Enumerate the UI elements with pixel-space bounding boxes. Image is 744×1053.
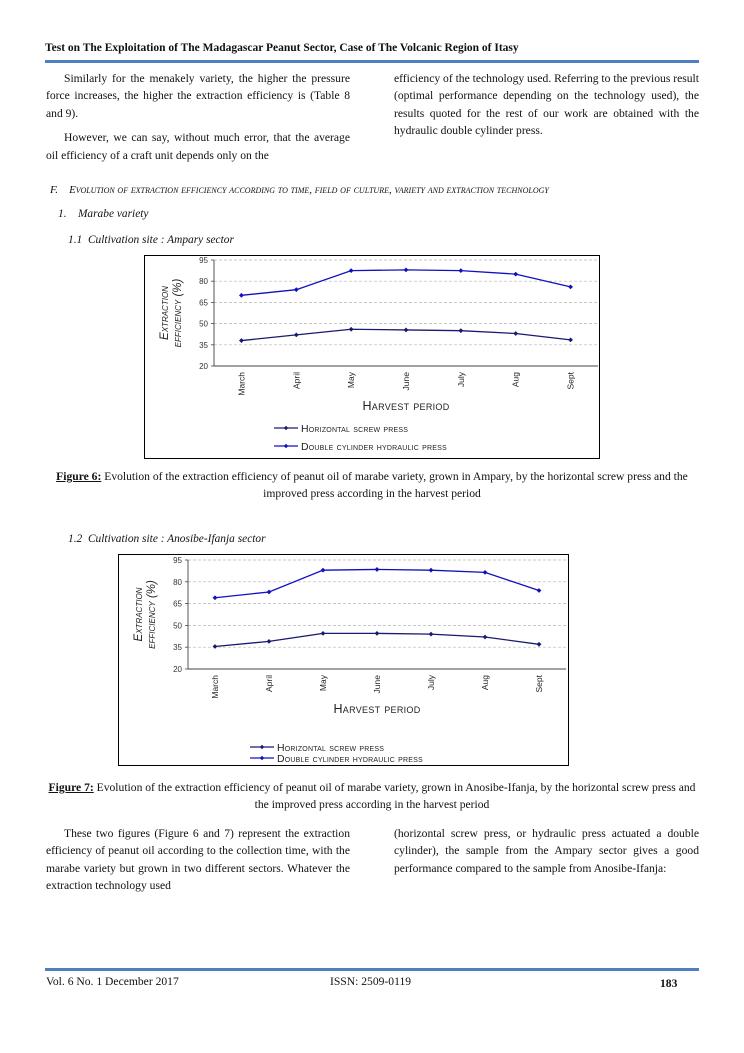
running-header: Test on The Exploitation of The Madagascar Peanut Sector, Case of The Volcanic Region of Itasy (45, 42, 519, 54)
y-tick-label: 80 (173, 577, 182, 587)
figure-7-chart (118, 554, 569, 766)
intro-right-column (394, 70, 699, 147)
figure-label: Figure 6: (56, 470, 102, 483)
y-axis-title-line2: efficiency (%) (172, 278, 184, 348)
figure-label: Figure 7: (48, 781, 94, 794)
figure-7-caption (46, 780, 698, 813)
y-tick-label: 35 (199, 340, 208, 350)
section-initial: E (69, 184, 76, 196)
y-tick-label: 65 (173, 599, 182, 609)
x-tick-label: April (264, 675, 274, 693)
x-tick-label: June (401, 372, 411, 391)
header-rule (45, 60, 699, 63)
paragraph: efficiency of the technology used. Referring to the previous result (optimal performance depending on the technology used), the results quoted for the rest of our work are obtained with the hydraulic double cylinder press. (394, 72, 699, 138)
y-axis-title-line1: Extraction (159, 286, 171, 340)
subsection-number: 1. (58, 208, 67, 220)
subsection-title: Cultivation site : Ampary sector (87, 234, 234, 246)
x-tick-label: June (372, 675, 382, 694)
subsection-heading-1-1 (68, 234, 234, 246)
x-tick-label: March (236, 372, 247, 396)
x-tick-label: Sept (565, 372, 576, 390)
y-axis-title-line1: Extraction (133, 587, 145, 642)
paragraph: (horizontal screw press, or hydraulic press actuated a double cylinder), the sample from the Ampary sector gives a good performance compared to the sample from Anosibe-Ifanja: (394, 827, 699, 875)
section-number: F. (50, 184, 59, 196)
legend-label: Double cylinder hydraulic press (277, 753, 423, 765)
legend-label: Horizontal screw press (301, 423, 409, 435)
subsection-heading-1 (58, 208, 148, 220)
body-left-column (46, 825, 350, 902)
x-tick-label: March (210, 675, 220, 699)
y-tick-label: 50 (199, 319, 208, 329)
y-tick-label: 95 (173, 556, 182, 565)
paragraph: Similarly for the menakely variety, the higher the pressure force increases, the higher the extraction efficiency is (Table 8 and 9). (46, 72, 350, 120)
y-tick-label: 50 (173, 621, 182, 631)
y-tick-label: 20 (199, 362, 208, 371)
footer-volume: Vol. 6 No. 1 December 2017 (46, 975, 179, 988)
caption-text: Evolution of the extraction efficiency of peanut oil of marabe variety, grown in Ampary, by the horizontal screw press and the improved press according in the harvest period (101, 470, 688, 500)
intro-left-column (46, 70, 350, 171)
x-tick-label: Aug (480, 675, 490, 691)
x-tick-label: July (426, 675, 436, 691)
footer-issn: ISSN: 2509-0119 (330, 975, 412, 988)
x-axis-title: Harvest period (362, 399, 450, 413)
x-tick-label: Sept (534, 675, 544, 693)
section-title: volution of extraction efficiency according to time, field of culture, variety and extraction technology (75, 184, 549, 196)
y-tick-label: 80 (199, 277, 208, 287)
x-tick-label: Aug (510, 372, 521, 388)
x-tick-label: April (291, 372, 302, 390)
legend-label: Horizontal screw press (277, 742, 385, 754)
chart-border (119, 555, 569, 766)
x-axis-title: Harvest period (333, 702, 421, 716)
paragraph: However, we can say, without much error, that the average oil efficiency of a craft unit depends only on the (46, 131, 350, 162)
caption-text: Evolution of the extraction efficiency of peanut oil of marabe variety, grown in Anosibe-Ifanja, by the horizontal screw press and the improved press according in the harvest period (93, 781, 696, 811)
x-tick-label: July (455, 372, 466, 388)
paragraph: These two figures (Figure 6 and 7) represent the extraction efficiency of peanut oil according to the collection time, with the marabe variety but grown in two different sectors. Whatever the extraction technology used (46, 827, 350, 893)
section-heading-f (50, 184, 549, 196)
legend-label: Double cylinder hydraulic press (301, 441, 447, 453)
y-tick-label: 65 (199, 298, 208, 308)
y-tick-label: 35 (173, 643, 182, 653)
y-tick-label: 20 (173, 665, 182, 674)
subsection-number: 1.2 (68, 533, 83, 545)
subsection-heading-1-2 (68, 533, 266, 545)
footer-rule (45, 968, 699, 971)
x-tick-label: May (318, 675, 328, 692)
subsection-title: Marabe variety (77, 208, 149, 220)
y-tick-label: 95 (199, 256, 208, 265)
page-number: 183 (660, 977, 678, 990)
y-axis-title-line2: efficiency (%) (146, 580, 158, 649)
x-tick-label: May (346, 372, 357, 389)
subsection-title: Cultivation site : Anosibe-Ifanja sector (87, 533, 266, 545)
subsection-number: 1.1 (68, 234, 83, 246)
figure-6-caption (46, 469, 698, 502)
body-right-column (394, 825, 699, 884)
figure-6-chart (144, 255, 600, 459)
